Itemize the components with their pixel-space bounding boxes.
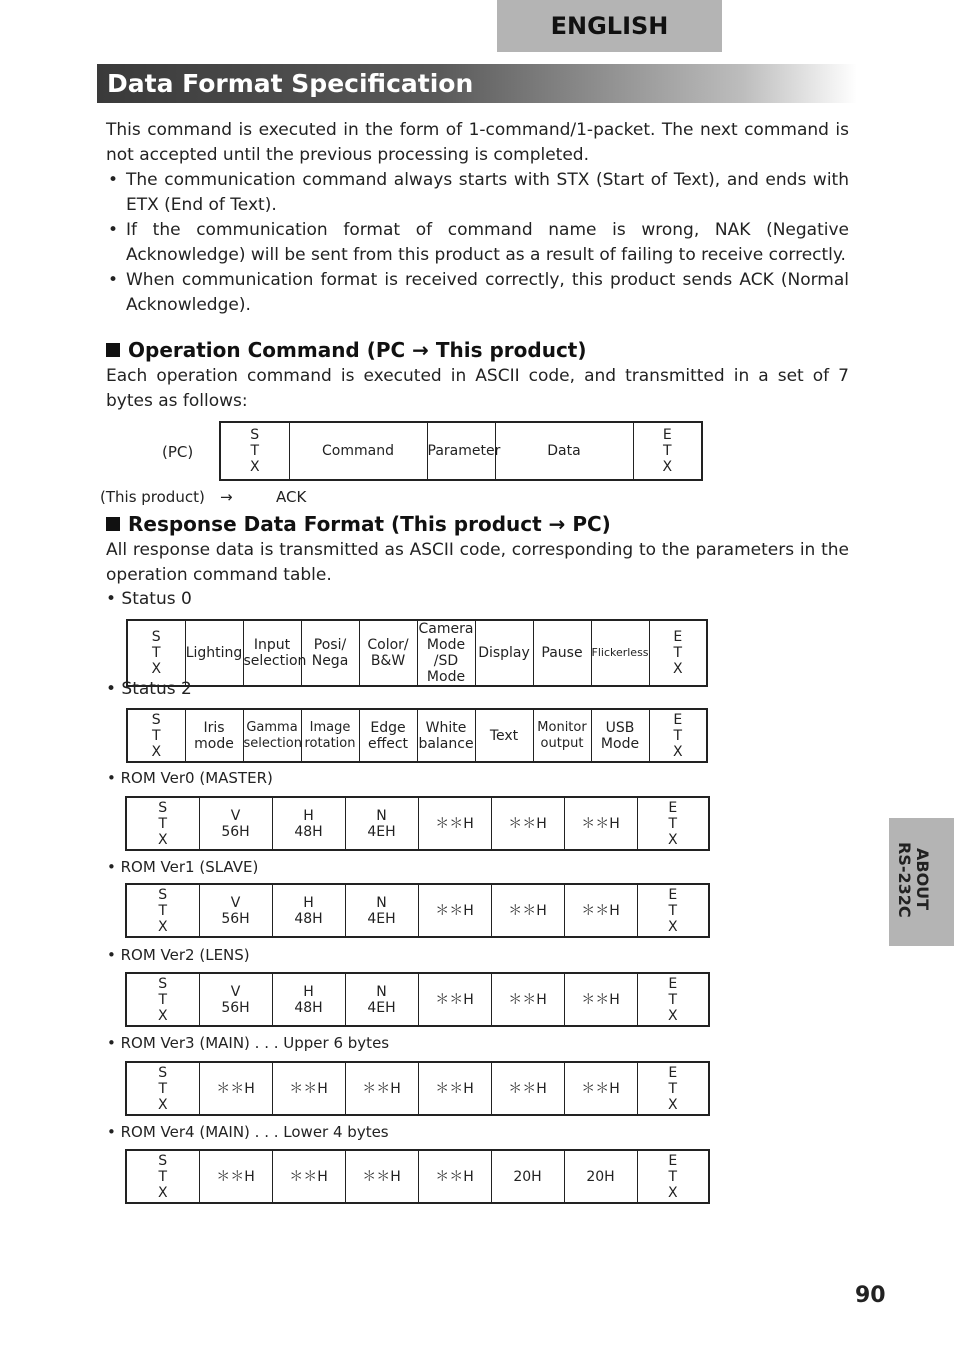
byte-cell: N 4EH — [345, 973, 418, 1026]
status0-label: • Status 0 — [106, 589, 192, 609]
side-tab-line1: ABOUT — [913, 848, 932, 911]
pc-label: (PC) — [162, 443, 194, 461]
intro-bullets — [106, 168, 849, 318]
language-label: ENGLISH — [550, 12, 669, 40]
text-cell: Text — [475, 709, 533, 762]
camera-mode-cell: Camera Mode /SD Mode — [418, 621, 474, 685]
rom-ver4-label: • ROM Ver4 (MAIN) . . . Lower 4 bytes — [107, 1123, 389, 1141]
rom-ver2-label: • ROM Ver2 (LENS) — [107, 946, 250, 964]
intro-bullet: • When communication format is received correctly, this product sends ACK (Normal Acknowledge). — [106, 268, 849, 318]
byte-cell: ＊＊H — [418, 1062, 491, 1115]
etx-cell: E T X — [633, 422, 702, 480]
operation-heading-text: Operation Command (PC → This product) — [128, 338, 587, 362]
page-title: Data Format Specification — [107, 69, 474, 98]
square-bullet-icon — [106, 517, 120, 531]
rom-ver1-table — [125, 883, 710, 938]
status0-table — [126, 619, 708, 687]
byte-cell: ＊＊H — [491, 1062, 564, 1115]
byte-cell: ＊＊H — [564, 797, 637, 850]
etx-cell: E T X — [637, 1150, 709, 1203]
stx-cell: S T X — [126, 1062, 199, 1115]
byte-cell: ＊＊H — [345, 1150, 418, 1203]
byte-cell: 20H — [564, 1150, 637, 1203]
byte-cell: V 56H — [199, 973, 272, 1026]
input-selection-cell: Input selection — [243, 620, 301, 686]
rom-ver3-label: • ROM Ver3 (MAIN) . . . Upper 6 bytes — [107, 1034, 390, 1052]
section-side-tab — [889, 818, 954, 946]
stx-cell: S T X — [127, 620, 185, 686]
etx-cell: E T X — [637, 884, 709, 937]
response-description: All response data is transmitted as ASCII code, corresponding to the parameters in the operation command table. — [106, 540, 849, 585]
byte-cell: V 56H — [199, 884, 272, 937]
etx-cell: E T X — [637, 1062, 709, 1115]
flickerless-cell: Flickerless — [591, 620, 649, 686]
byte-cell: V 56H — [199, 797, 272, 850]
etx-cell: E T X — [637, 973, 709, 1026]
etx-cell: E T X — [649, 620, 707, 686]
posi-nega-cell: Posi/ Nega — [301, 620, 359, 686]
side-tab-line2: RS-232C — [895, 842, 914, 918]
response-heading-text: Response Data Format (This product → PC) — [128, 512, 611, 536]
operation-description: Each operation command is executed in ASCII code, and transmitted in a set of 7 bytes as follows: — [106, 366, 849, 411]
ack-label: ACK — [276, 488, 307, 506]
intro-paragraph: This command is executed in the form of 1-command/1-packet. The next command is not accepted until the previous processing is completed. — [106, 120, 849, 165]
status2-label: • Status 2 — [106, 679, 192, 699]
stx-cell: S T X — [127, 709, 185, 762]
byte-cell: N 4EH — [345, 884, 418, 937]
byte-cell: ＊＊H — [418, 797, 491, 850]
page-number: 90 — [855, 1283, 886, 1308]
operation-command-table — [219, 421, 703, 481]
monitor-output-cell: Monitor output — [533, 709, 591, 762]
product-label: (This product) — [100, 488, 205, 506]
byte-cell: ＊＊H — [418, 973, 491, 1026]
byte-cell: ＊＊H — [564, 884, 637, 937]
byte-cell: 20H — [491, 1150, 564, 1203]
byte-cell: ＊＊H — [418, 1150, 491, 1203]
byte-cell: ＊＊H — [491, 797, 564, 850]
pause-cell: Pause — [533, 620, 591, 686]
status2-table — [126, 708, 708, 763]
parameter-cell: Parameter — [427, 422, 495, 480]
byte-cell: ＊＊H — [564, 973, 637, 1026]
command-cell: Command — [289, 422, 427, 480]
byte-cell: ＊＊H — [491, 884, 564, 937]
data-cell: Data — [495, 422, 633, 480]
byte-cell: ＊＊H — [199, 1062, 272, 1115]
response-heading — [106, 512, 611, 536]
rom-ver1-label: • ROM Ver1 (SLAVE) — [107, 858, 259, 876]
rom-ver0-label: • ROM Ver0 (MASTER) — [107, 769, 273, 787]
display-cell: Display — [475, 620, 533, 686]
title-bar — [97, 64, 857, 103]
language-tab — [497, 0, 722, 52]
intro-bullet: • If the communication format of command name is wrong, NAK (Negative Acknowledge) will be sent from this product as a result of failing to receive correctly. — [106, 218, 849, 268]
rom-ver2-table — [125, 972, 710, 1027]
stx-cell: S T X — [220, 422, 289, 480]
byte-cell: ＊＊H — [199, 1150, 272, 1203]
usb-mode-cell: USB Mode — [591, 709, 649, 762]
stx-cell: S T X — [126, 884, 199, 937]
byte-cell: ＊＊H — [491, 973, 564, 1026]
byte-cell: ＊＊H — [418, 884, 491, 937]
color-bw-cell: Color/ B&W — [359, 620, 417, 686]
lighting-cell: Lighting — [185, 620, 243, 686]
arrow-icon: → — [220, 488, 233, 506]
stx-cell: S T X — [126, 1150, 199, 1203]
rom-ver3-table — [125, 1061, 710, 1116]
stx-cell: S T X — [126, 973, 199, 1026]
rom-ver4-table — [125, 1149, 710, 1204]
rom-ver0-table — [125, 796, 710, 851]
byte-cell: N 4EH — [345, 797, 418, 850]
byte-cell: ＊＊H — [564, 1062, 637, 1115]
intro-bullet: • The communication command always starts with STX (Start of Text), and ends with ETX (End of Text). — [106, 168, 849, 218]
etx-cell: E T X — [649, 709, 707, 762]
operation-heading — [106, 338, 587, 362]
stx-cell: S T X — [126, 797, 199, 850]
image-rotation-cell: Image rotation — [301, 709, 359, 762]
square-bullet-icon — [106, 343, 120, 357]
byte-cell: H 48H — [272, 973, 345, 1026]
byte-cell: ＊＊H — [345, 1062, 418, 1115]
byte-cell: ＊＊H — [272, 1150, 345, 1203]
byte-cell: ＊＊H — [272, 1062, 345, 1115]
iris-mode-cell: Iris mode — [185, 709, 243, 762]
gamma-selection-cell: Gamma selection — [243, 709, 301, 762]
edge-effect-cell: Edge effect — [359, 709, 417, 762]
white-balance-cell: White balance — [417, 709, 475, 762]
byte-cell: H 48H — [272, 884, 345, 937]
byte-cell: H 48H — [272, 797, 345, 850]
etx-cell: E T X — [637, 797, 709, 850]
